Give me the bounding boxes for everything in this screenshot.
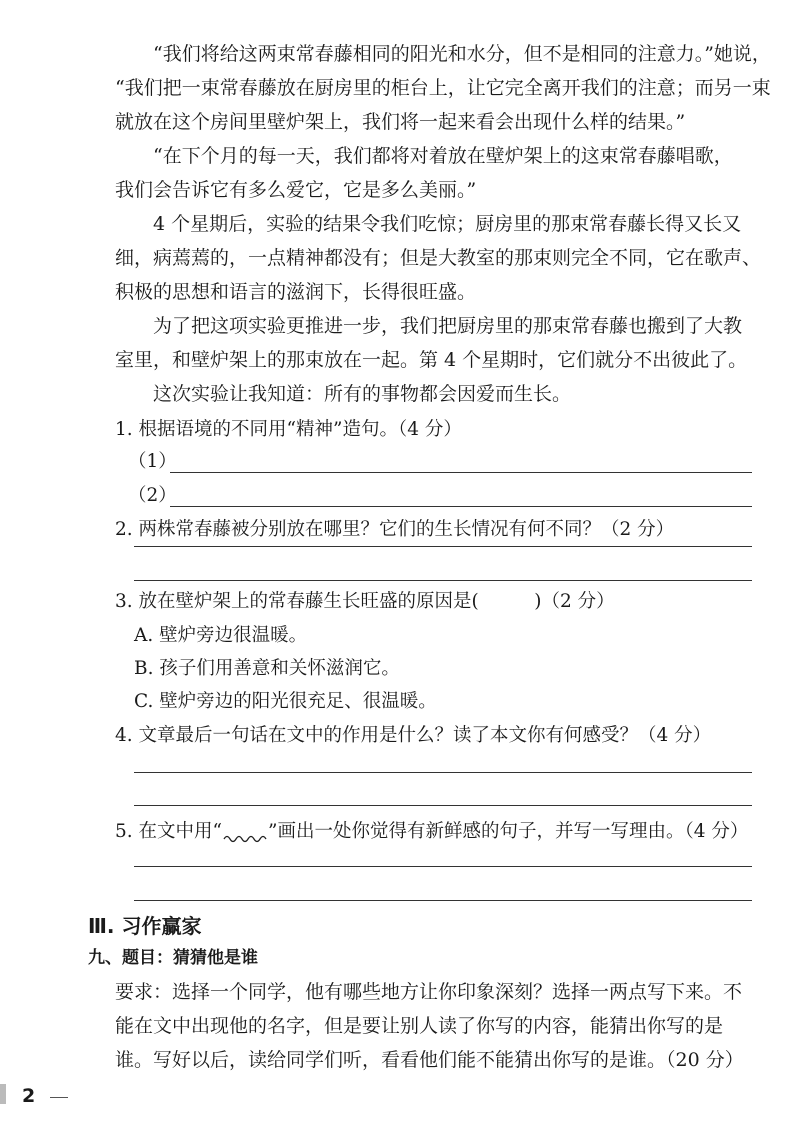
passage-line-5: 我们会告诉它有多么爱它，它是多么美丽。” xyxy=(115,179,477,201)
passage-line-7: 细，病蔫蔫的，一点精神都没有；但是大教室的那束则完全不同，它在歌声、 xyxy=(115,247,762,269)
passage-line-3: 就放在这个房间里壁炉架上，我们将一起来看会出现什么样的结果。” xyxy=(115,111,686,133)
section-heading: Ⅲ. 习作赢家 xyxy=(88,914,202,938)
passage-line-11: 这次实验让我知道：所有的事物都会因爱而生长。 xyxy=(153,383,572,405)
page-number: 2 xyxy=(22,1085,36,1107)
question-5-text-start: 5. 在文中用“ xyxy=(115,821,222,842)
answer-line-q1-1[interactable] xyxy=(170,472,752,473)
question-5 xyxy=(115,820,748,844)
passage-line-9: 为了把这项实验更推进一步，我们把厨房里的那束常春藤也搬到了大教 xyxy=(153,315,743,337)
question-1: 1. 根据语境的不同用“精神”造句。（4 分） xyxy=(115,419,462,440)
question-3: 3. 放在壁炉架上的常春藤生长旺盛的原因是( )（2 分） xyxy=(115,591,615,612)
page-edge-marker xyxy=(0,1084,6,1104)
answer-line-q5-2[interactable] xyxy=(134,900,752,901)
answer-line-q5-1[interactable] xyxy=(134,866,752,867)
question-3-option-a[interactable]: A. 壁炉旁边很温暖。 xyxy=(134,625,308,646)
answer-line-q2-2[interactable] xyxy=(134,580,752,581)
question-4: 4. 文章最后一句话在文中的作用是什么？读了本文你有何感受？（4 分） xyxy=(115,725,712,746)
passage-line-10: 室里，和壁炉架上的那束放在一起。第 4 个星期时，它们就分不出彼此了。 xyxy=(115,349,748,371)
answer-line-q4-2[interactable] xyxy=(134,805,752,806)
passage-line-4: “在下个月的每一天，我们都将对着放在壁炉架上的这束常春藤唱歌， xyxy=(153,145,733,167)
passage-line-2: “我们把一束常春藤放在厨房里的柜台上，让它完全离开我们的注意；而另一束 xyxy=(115,77,771,99)
question-1-sub-1-label: （1） xyxy=(128,451,177,472)
question-2: 2. 两株常春藤被分别放在哪里？它们的生长情况有何不同？（2 分） xyxy=(115,519,675,540)
question-5-text-end: ”画出一处你觉得有新鲜感的句子，并写一写理由。（4 分） xyxy=(268,821,749,842)
answer-line-q1-2[interactable] xyxy=(170,506,752,507)
composition-requirement-line-3: 谁。写好以后，读给同学们听，看看他们能不能猜出你写的是谁。（20 分） xyxy=(115,1049,744,1071)
question-1-sub-2-label: （2） xyxy=(128,485,177,506)
composition-requirement-line-2: 能在文中出现他的名字，但是要让别人读了你写的内容，能猜出你写的是 xyxy=(115,1015,724,1037)
question-3-option-c[interactable]: C. 壁炉旁边的阳光很充足、很温暖。 xyxy=(134,691,437,712)
composition-title: 九、题目：猜猜他是谁 xyxy=(88,948,258,968)
wavy-underline-icon xyxy=(222,829,268,843)
answer-line-q2-1[interactable] xyxy=(134,546,752,547)
passage-line-6: 4 个星期后，实验的结果令我们吃惊；厨房里的那束常春藤长得又长又 xyxy=(153,213,742,235)
composition-requirement-line-1: 要求：选择一个同学，他有哪些地方让你印象深刻？选择一两点写下来。不 xyxy=(115,981,743,1003)
question-3-option-b[interactable]: B. 孩子们用善意和关怀滋润它。 xyxy=(134,658,400,679)
passage-line-8: 积极的思想和语言的滋润下，长得很旺盛。 xyxy=(115,281,477,303)
passage-line-1: “我们将给这两束常春藤相同的阳光和水分，但不是相同的注意力。”她说， xyxy=(153,43,771,65)
answer-line-q4-1[interactable] xyxy=(134,772,752,773)
page-number-dash xyxy=(50,1097,68,1098)
